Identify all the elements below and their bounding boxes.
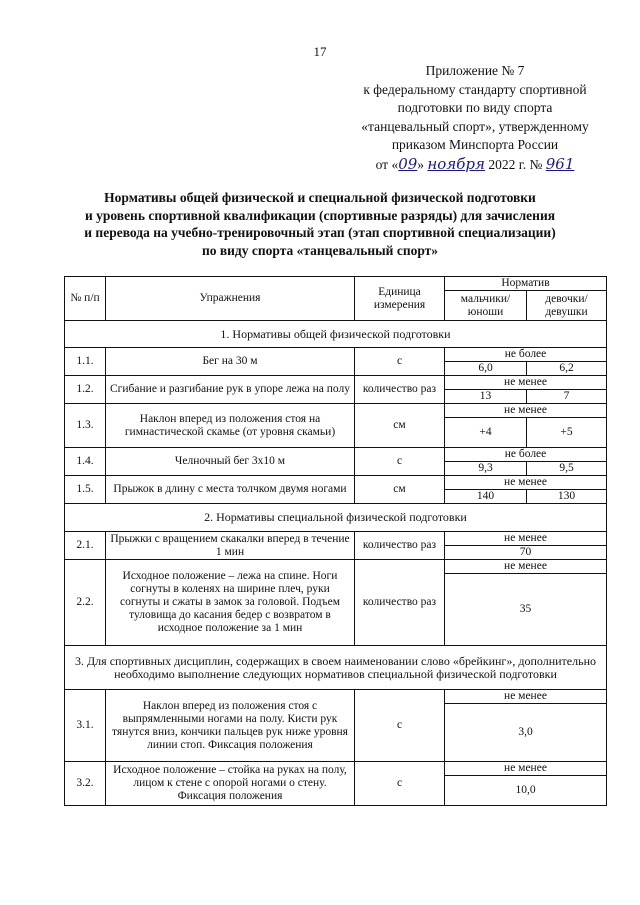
row-value: 70 <box>445 546 607 560</box>
row-value-boys: 140 <box>445 490 527 504</box>
row-unit: см <box>355 476 445 504</box>
order-number: 961 <box>545 154 575 173</box>
appendix-line: к федеральному стандарту спортивной <box>363 81 587 97</box>
row-unit: количество раз <box>355 560 445 646</box>
section-heading: 3. Для спортивных дисциплин, содержащих в своем наименовании слово «брейкинг», дополнительно необходимо выполнение следующих нормативов специальной физической подготовки <box>65 646 607 690</box>
row-qualifier: не менее <box>445 376 607 390</box>
row-exercise: Бег на 30 м <box>106 348 355 376</box>
page-number: 17 <box>313 44 327 59</box>
row-unit: количество раз <box>355 376 445 404</box>
row-value: 35 <box>445 574 607 646</box>
appendix-line: подготовки по виду спорта <box>397 100 553 115</box>
row-exercise: Исходное положение – стойка на руках на полу, лицом к стене с опорой ногами о стену. Фиксация положения <box>106 762 355 806</box>
row-number: 1.2. <box>65 376 106 404</box>
row-unit: с <box>355 348 445 376</box>
header-boys: мальчики/ юноши <box>445 291 527 321</box>
row-unit: количество раз <box>355 532 445 560</box>
norms-table <box>64 276 607 806</box>
row-value-boys: 6,0 <box>445 362 527 376</box>
row-exercise: Прыжки с вращением скакалки вперед в течение 1 мин <box>106 532 355 560</box>
section-heading: 1. Нормативы общей физической подготовки <box>65 321 607 348</box>
appendix-date-line <box>330 155 620 175</box>
row-qualifier: не менее <box>445 690 607 704</box>
title-line: по виду спорта «танцевальный спорт» <box>201 242 439 258</box>
appendix-header <box>330 62 620 174</box>
row-qualifier: не менее <box>445 404 607 418</box>
appendix-line: Приложение № 7 <box>425 63 525 78</box>
appendix-line: «танцевальный спорт», утвержденному <box>361 118 589 134</box>
row-number: 3.2. <box>65 762 106 806</box>
title-line: и уровень спортивной квалификации (спортивные разряды) для зачисления <box>84 207 556 223</box>
date-day: 09 <box>398 154 418 173</box>
row-number: 2.2. <box>65 560 106 646</box>
title-line: Нормативы общей физической и специальной физической подготовки <box>104 190 536 205</box>
row-qualifier: не более <box>445 448 607 462</box>
row-value-girls: +5 <box>527 418 607 448</box>
row-value-girls: 9,5 <box>527 462 607 476</box>
row-value: 10,0 <box>445 776 607 806</box>
row-exercise: Исходное положение – лежа на спине. Ноги согнуты в коленях на ширине плеч, руки согнуты и сжаты в замок за головой. Подъем туловища до касания бедер с возвратом в исходное положение за 1 мин <box>106 560 355 646</box>
row-value-boys: +4 <box>445 418 527 448</box>
row-value: 3,0 <box>445 704 607 762</box>
row-unit: с <box>355 762 445 806</box>
row-number: 1.5. <box>65 476 106 504</box>
row-number: 1.3. <box>65 404 106 448</box>
row-qualifier: не менее <box>445 532 607 546</box>
row-exercise: Прыжок в длину с места толчком двумя ногами <box>106 476 355 504</box>
row-qualifier: не менее <box>445 476 607 490</box>
row-exercise: Сгибание и разгибание рук в упоре лежа на полу <box>106 376 355 404</box>
date-year: 2022 г. № <box>488 156 543 172</box>
header-num: № п/п <box>65 277 106 321</box>
row-value-girls: 6,2 <box>527 362 607 376</box>
header-unit: Единица измерения <box>355 277 445 321</box>
date-mid: » <box>417 156 425 172</box>
row-qualifier: не менее <box>445 762 607 776</box>
row-number: 3.1. <box>65 690 106 762</box>
row-qualifier: не менее <box>445 560 607 574</box>
row-exercise: Наклон вперед из положения стоя с выпрямленными ногами на полу. Кисти рук тянутся вниз, кончики пальцев рук ниже уровня линии стоп. Фиксация положения <box>106 690 355 762</box>
row-unit: см <box>355 404 445 448</box>
section-heading: 2. Нормативы специальной физической подготовки <box>65 504 607 532</box>
document-title <box>40 189 600 259</box>
header-girls: девочки/ девушки <box>527 291 607 321</box>
row-value-boys: 9,3 <box>445 462 527 476</box>
row-value-girls: 7 <box>527 390 607 404</box>
row-qualifier: не более <box>445 348 607 362</box>
row-value-boys: 13 <box>445 390 527 404</box>
date-month: ноября <box>427 154 485 173</box>
row-unit: с <box>355 690 445 762</box>
title-line: и перевода на учебно-тренировочный этап (этап спортивной специализации) <box>84 225 556 240</box>
row-exercise: Челночный бег 3x10 м <box>106 448 355 476</box>
row-number: 2.1. <box>65 532 106 560</box>
row-exercise: Наклон вперед из положения стоя на гимнастической скамье (от уровня скамьи) <box>106 404 355 448</box>
row-number: 1.4. <box>65 448 106 476</box>
row-unit: с <box>355 448 445 476</box>
header-norm: Норматив <box>445 277 607 291</box>
row-number: 1.1. <box>65 348 106 376</box>
row-value-girls: 130 <box>527 490 607 504</box>
header-exercise: Упражнения <box>106 277 355 321</box>
date-prefix: от « <box>375 156 399 172</box>
appendix-line: приказом Минспорта России <box>391 137 559 152</box>
